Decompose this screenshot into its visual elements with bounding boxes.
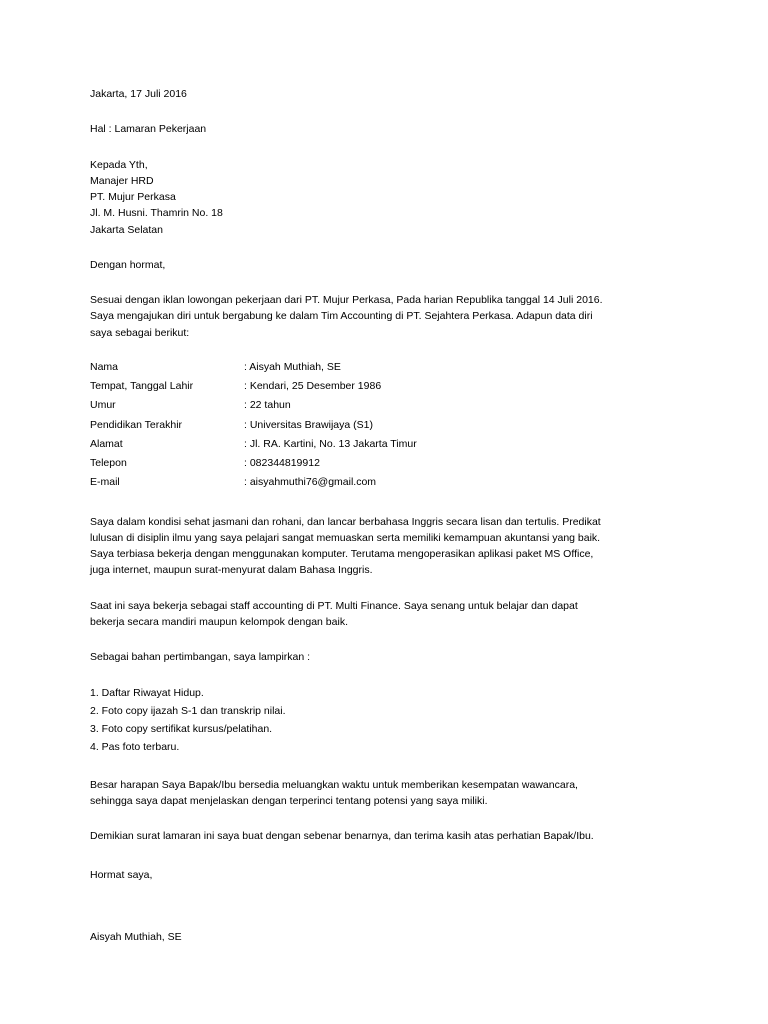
data-value-nama: : Aisyah Muthiah, SE: [244, 360, 341, 373]
sign-off: Hormat saya,: [90, 869, 153, 882]
data-value-email: : aisyahmuthi76@gmail.com: [244, 476, 377, 489]
body-paragraph-3: [90, 777, 663, 810]
place-date-block: [90, 86, 678, 102]
personal-data-table: [90, 360, 678, 495]
sign-off-block: [90, 867, 678, 883]
body1-line-4: juga internet, maupun surat-menyurat dalam Bahasa Inggris.: [90, 564, 373, 577]
table-row: [90, 379, 417, 398]
body1-line-3: Saya terbiasa bekerja dengan menggunakan komputer. Terutama mengoperasikan aplikasi paket MS Office,: [90, 548, 594, 561]
data-label-pendidikan-terakhir: Pendidikan Terakhir: [90, 418, 183, 431]
intro-paragraph: [90, 292, 663, 341]
recipient-block: [90, 157, 678, 238]
data-value-pendidikan-terakhir: : Universitas Brawijaya (S1): [244, 418, 373, 431]
closing-line: Demikian surat lamaran ini saya buat dengan sebenar benarnya, dan terima kasih atas perhatian Bapak/Ibu.: [90, 830, 594, 843]
body3-line-1: Besar harapan Saya Bapak/Ibu bersedia meluangkan waktu untuk memberikan kesempatan wawancara,: [90, 778, 578, 791]
signature-name: Aisyah Muthiah, SE: [90, 930, 182, 943]
place-date: Jakarta, 17 Juli 2016: [90, 88, 187, 100]
list-item: 2. Foto copy ijazah S-1 dan transkrip nilai.: [90, 704, 286, 717]
table-row: [90, 437, 417, 456]
attachments-intro-line: Sebagai bahan pertimbangan, saya lampirkan :: [90, 651, 311, 664]
attachments-list: [90, 685, 678, 758]
data-label-tempat-tanggal-lahir: Tempat, Tanggal Lahir: [90, 380, 194, 393]
signature-block: [90, 929, 678, 945]
body-paragraph-1: [90, 514, 663, 579]
data-label-nama: Nama: [90, 360, 119, 373]
data-label-telepon: Telepon: [90, 457, 127, 470]
intro-line-3: saya sebagai berikut:: [90, 326, 190, 339]
letter-document: [90, 86, 678, 945]
body3-line-2: sehingga saya dapat menjelaskan dengan terperinci tentang potensi yang saya miliki.: [90, 794, 488, 807]
intro-line-1: Sesuai dengan iklan lowongan pekerjaan dari PT. Mujur Perkasa, Pada harian Republika tanggal 14 Juli 2016.: [90, 294, 603, 307]
data-label-umur: Umur: [90, 399, 116, 412]
data-label-alamat: Alamat: [90, 437, 123, 450]
data-value-alamat: : Jl. RA. Kartini, No. 13 Jakarta Timur: [244, 437, 417, 450]
body2-line-2: bekerja secara mandiri maupun kelompok dengan baik.: [90, 616, 348, 628]
salutation-block: [90, 257, 678, 273]
data-value-telepon: : 082344819912: [244, 457, 320, 470]
list-item: 4. Pas foto terbaru.: [90, 741, 180, 754]
table-row: [90, 360, 417, 379]
intro-line-2: Saya mengajukan diri untuk bergabung ke dalam Tim Accounting di PT. Sejahtera Perkasa. Adapun data diri: [90, 310, 593, 323]
body1-line-1: Saya dalam kondisi sehat jasmani dan rohani, dan lancar berbahasa Inggris secara lisan dan tertulis. Predikat: [90, 515, 601, 528]
subject-line: Hal : Lamaran Pekerjaan: [90, 123, 207, 136]
body1-line-2: lulusan di disiplin ilmu yang saya pelajari sangat memuaskan serta memiliki kemampuan akuntansi yang baik.: [90, 531, 601, 544]
recipient-line-5: Jakarta Selatan: [90, 223, 163, 236]
list-item: 1. Daftar Riwayat Hidup.: [90, 686, 204, 699]
closing-paragraph: [90, 828, 663, 844]
subject-block: [90, 121, 678, 137]
recipient-line-3: PT. Mujur Perkasa: [90, 191, 176, 204]
data-value-tempat-tanggal-lahir: : Kendari, 25 Desember 1986: [244, 380, 382, 393]
table-row: [90, 398, 417, 417]
table-row: [90, 456, 417, 475]
recipient-line-2: Manajer HRD: [90, 174, 154, 187]
salutation: Dengan hormat,: [90, 258, 166, 271]
data-label-email: E-mail: [90, 476, 120, 489]
attachments-intro: [90, 649, 678, 665]
table-row: [90, 418, 417, 437]
data-value-umur: : 22 tahun: [244, 399, 291, 412]
list-item: 3. Foto copy sertifikat kursus/pelatihan.: [90, 723, 273, 736]
table-row: [90, 475, 417, 494]
signature-space: [90, 903, 678, 929]
recipient-line-4: Jl. M. Husni. Thamrin No. 18: [90, 207, 223, 220]
body2-line-1: Saat ini saya bekerja sebagai staff accounting di PT. Multi Finance. Saya senang untuk belajar dan dapat: [90, 599, 578, 612]
body-paragraph-2: [90, 598, 663, 631]
recipient-line-1: Kepada Yth,: [90, 158, 148, 171]
